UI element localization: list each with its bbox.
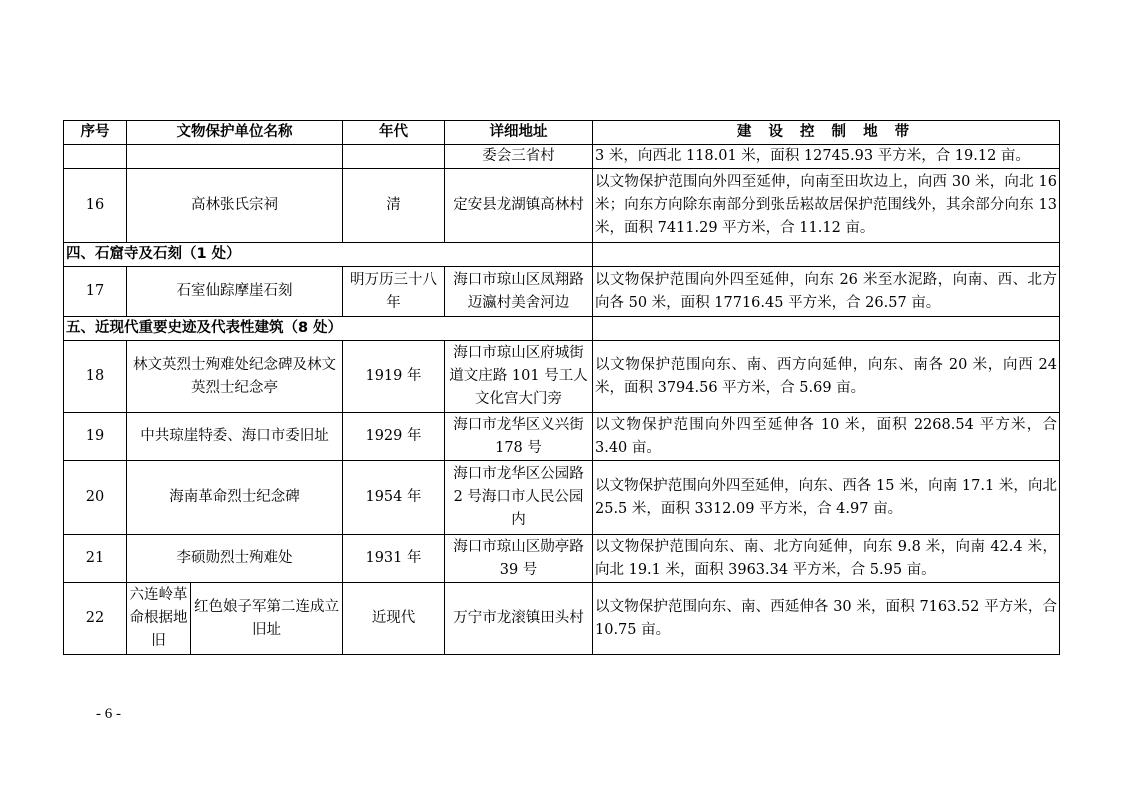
- table-header-row: [64, 121, 1060, 145]
- section-row: [64, 317, 1060, 341]
- section-row: [64, 243, 1060, 267]
- name-cell: 李硕勋烈士殉难处: [127, 535, 343, 583]
- page-number: - 6 -: [96, 706, 121, 722]
- era-cell: 清: [343, 169, 445, 243]
- seq-cell: 17: [64, 267, 127, 317]
- address-cell: 海口市龙华区公园路 2 号海口市人民公园内: [445, 461, 593, 535]
- section-title: 五、近现代重要史迹及代表性建筑（8 处）: [64, 317, 593, 341]
- address-cell: 定安县龙湖镇高林村: [445, 169, 593, 243]
- table-row: [64, 535, 1060, 583]
- name-cell: 中共琼崖特委、海口市委旧址: [127, 413, 343, 461]
- header-era: 年代: [343, 121, 445, 145]
- name-cell: 石室仙踪摩崖石刻: [127, 267, 343, 317]
- protection-table: [63, 120, 1060, 655]
- zone-cell: 以文物保护范围向外四至延伸各 10 米，面积 2268.54 平方米，合 3.40 亩。: [593, 413, 1060, 461]
- zone-cell: 以文物保护范围向外四至延伸，向南至田坎边上，向西 30 米，向北 16 米；向东方向除东南部分到张岳崧故居保护范围线外，其余部分向东 13 米，面积 7411.29 平方米，合 11.12 亩。: [593, 169, 1060, 243]
- table-row: [64, 413, 1060, 461]
- zone-cell: 3 米，向西北 118.01 米，面积 12745.93 平方米，合 19.12 亩。: [593, 145, 1060, 169]
- seq-cell: 21: [64, 535, 127, 583]
- name-cell: 林文英烈士殉难处纪念碑及林文英烈士纪念亭: [127, 341, 343, 413]
- seq-cell: 16: [64, 169, 127, 243]
- name-cell: 高林张氏宗祠: [127, 169, 343, 243]
- seq-cell: 18: [64, 341, 127, 413]
- seq-cell: 20: [64, 461, 127, 535]
- name-cell-sub: 红色娘子军第二连成立旧址: [191, 583, 343, 655]
- era-cell: 1954 年: [343, 461, 445, 535]
- address-cell: 海口市龙华区义兴街 178 号: [445, 413, 593, 461]
- address-cell: 海口市琼山区勋亭路 39 号: [445, 535, 593, 583]
- table-row: [64, 583, 1060, 655]
- seq-cell: 22: [64, 583, 127, 655]
- era-cell: 1919 年: [343, 341, 445, 413]
- header-name: 文物保护单位名称: [127, 121, 343, 145]
- header-seq: 序号: [64, 121, 127, 145]
- table-row: [64, 461, 1060, 535]
- table-row: [64, 267, 1060, 317]
- address-cell: 万宁市龙滚镇田头村: [445, 583, 593, 655]
- table-row: [64, 145, 1060, 169]
- header-zone: 建 设 控 制 地 带: [593, 121, 1060, 145]
- era-cell: 1929 年: [343, 413, 445, 461]
- address-cell: 海口市琼山区府城街道文庄路 101 号工人文化宫大门旁: [445, 341, 593, 413]
- table-row: [64, 169, 1060, 243]
- era-cell: 1931 年: [343, 535, 445, 583]
- zone-cell: 以文物保护范围向外四至延伸，向东 26 米至水泥路，向南、西、北方向各 50 米，面积 17716.45 平方米，合 26.57 亩。: [593, 267, 1060, 317]
- zone-cell: 以文物保护范围向东、南、西方向延伸，向东、南各 20 米，向西 24 米，面积 3794.56 平方米，合 5.69 亩。: [593, 341, 1060, 413]
- address-cell: 委会三省村: [445, 145, 593, 169]
- zone-cell: 以文物保护范围向东、南、北方向延伸，向东 9.8 米，向南 42.4 米，向北 19.1 米，面积 3963.34 平方米，合 5.95 亩。: [593, 535, 1060, 583]
- header-address: 详细地址: [445, 121, 593, 145]
- zone-cell: 以文物保护范围向东、南、西延伸各 30 米，面积 7163.52 平方米，合 10.75 亩。: [593, 583, 1060, 655]
- name-cell-parent: 六连岭革命根据地旧: [127, 583, 191, 655]
- era-cell: 近现代: [343, 583, 445, 655]
- name-cell: 海南革命烈士纪念碑: [127, 461, 343, 535]
- address-cell: 海口市琼山区凤翔路迈瀛村美舍河边: [445, 267, 593, 317]
- zone-cell: 以文物保护范围向外四至延伸，向东、西各 15 米，向南 17.1 米，向北 25.5 米，面积 3312.09 平方米，合 4.97 亩。: [593, 461, 1060, 535]
- seq-cell: 19: [64, 413, 127, 461]
- era-cell: 明万历三十八年: [343, 267, 445, 317]
- table-row: [64, 341, 1060, 413]
- section-title: 四、石窟寺及石刻（1 处）: [64, 243, 593, 267]
